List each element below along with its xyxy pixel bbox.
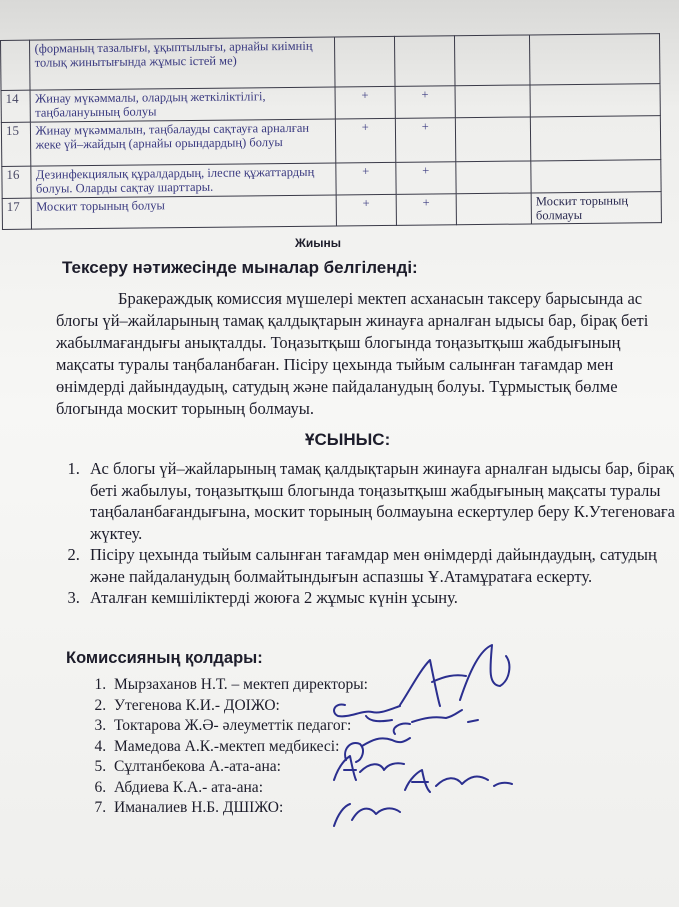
row-mark-1: + (335, 118, 395, 163)
proposal-list (62, 458, 679, 609)
member-item: 1. Мырзаханов Н.Т. – мектеп директоры: (110, 675, 368, 696)
list-item: 2. Пісіру цехында тыйым салынған тағамдар мен өнімдерді дайындаудың, сатудың және пайдаланудың болмайтындығын аспазшы Ұ.Атамұратаға ескерту. (84, 544, 679, 587)
inspection-table (0, 33, 662, 230)
row-number: 16 (2, 166, 32, 198)
row-criterion: Жинау мүкәммалын, таңбалауды сақтауға арналған жеке үй–жайдың (арнайы орындардың) болуы (31, 119, 336, 166)
findings-title: Тексеру нәтижесінде мыналар белгіленді: (62, 258, 418, 277)
member-item: 7. Иманалиев Н.Б. ДШІЖО: (110, 798, 368, 819)
table-row (1, 34, 660, 91)
table-row (2, 192, 661, 230)
signatures-title: Комиссияның қолдары: (66, 649, 263, 667)
proposal-title: ҰСЫНЫС: (305, 430, 391, 449)
row-number (1, 40, 31, 90)
row-mark-2: + (395, 86, 455, 119)
member-item: 4. Мамедова А.К.-мектеп медбикесі: (110, 737, 368, 758)
member-item: 6. Абдиева К.А.- ата-ана: (110, 778, 368, 799)
row-note (530, 84, 660, 117)
members-list (88, 675, 368, 819)
row-criterion: Жинау мүкәммалы, олардың жеткіліктілігі, таңбалануының болуы (30, 87, 335, 122)
row-mark-2: + (396, 194, 456, 226)
table-row (1, 116, 660, 167)
member-item: 5. Сұлтанбекова А.-ата-ана: (110, 757, 368, 778)
member-item: 3. Токтарова Ж.Ә- әлеуметтік педагог: (110, 716, 368, 737)
row-number: 14 (1, 90, 31, 122)
member-item: 2. Утегенова К.И.- ДОІЖО: (110, 696, 368, 717)
row-mark-2 (394, 36, 455, 87)
row-criterion: Москит торының болуы (32, 195, 337, 229)
row-number: 17 (2, 198, 32, 229)
row-criterion: (форманың тазалығы, ұқыптылығы, арнайы киімнің толық жинытығында жұмыс істей ме) (30, 37, 335, 90)
row-mark-2: + (396, 162, 456, 195)
list-item: 1. Ас блогы үй–жайларының тамақ қалдықтарын жинауға арналған ыдысы бар, бірақ беті жабылуы, тоңазытқыш блогында тоңазытқыш жабдығының мақсаты туралы таңбаланбағандығына, москит торының болмауына ескертулер беру К.Утегеноваға жүктеу. (84, 458, 679, 544)
row-note: Москит торының болмауы (531, 192, 661, 224)
row-mark-1 (334, 36, 395, 87)
row-mark-1: + (336, 194, 396, 226)
row-note (530, 116, 660, 161)
row-mark-1: + (336, 162, 396, 195)
table-total-label: Жиыны (295, 236, 341, 250)
row-criterion: Дезинфекциялық құралдардың, ілеспе құжаттардың болуы. Оларды сақтау шарттары. (31, 163, 336, 198)
row-note (530, 34, 660, 85)
row-number: 15 (1, 122, 31, 166)
row-mark-1: + (335, 86, 395, 119)
list-item: 3. Аталған кемшіліктерді жоюға 2 жұмыс күнін ұсыну. (84, 587, 679, 609)
row-mark-2: + (395, 118, 455, 163)
findings-text: Бракераждық комиссия мүшелері мектеп асханасын таксеру барысында ас блогы үй–жайларының тамақ қалдықтарын жинауға арналған ыдысы бар, бірақ беті жабылмағандығы анықталды. Тоңазытқыш блогында тоңазытқыш жабдығының мақсаты туралы таңбаланбаған. Пісіру цехында тыйым салынған тағамдар мен өнімдерді дайындаудың, сатудың және пайдаланудың болуы. Тұрмыстық бөлме блогында москит торының болмауы. (56, 289, 649, 418)
row-note (531, 160, 661, 193)
